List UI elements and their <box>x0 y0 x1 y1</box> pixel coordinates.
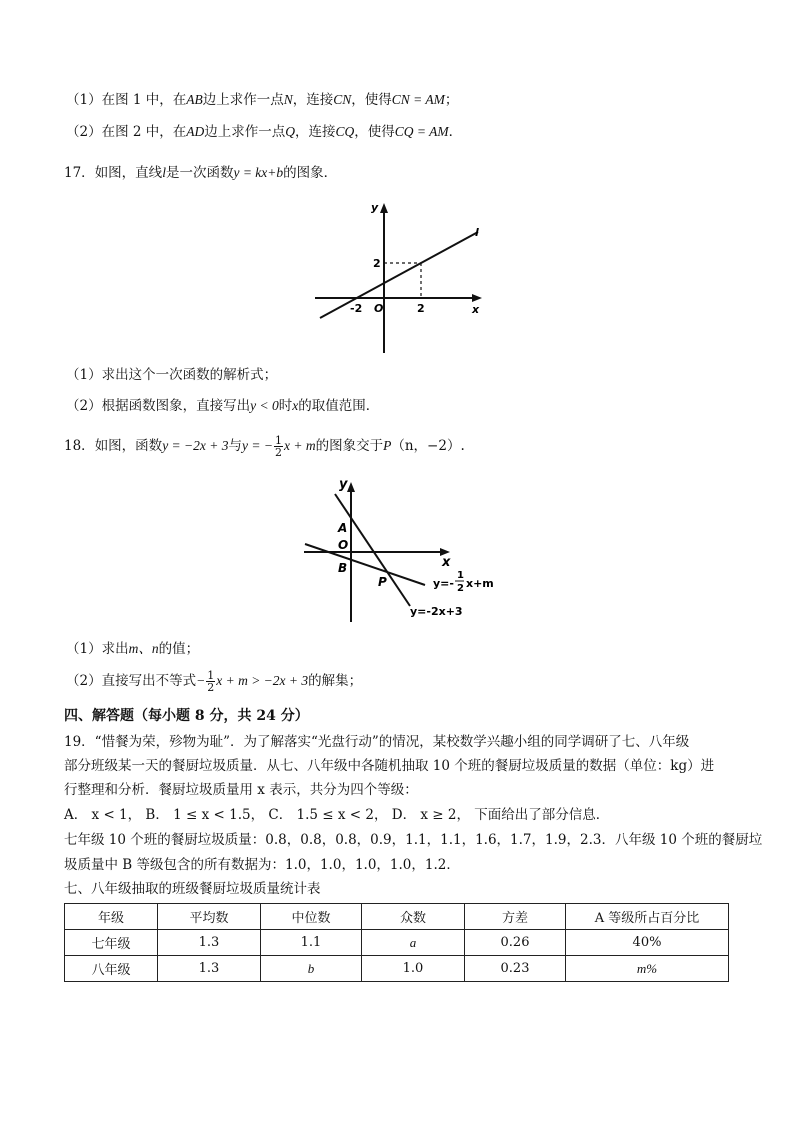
q16-part1: （1）在图 1 中，在AB边上求作一点N，连接CN，使得CN = AM； <box>66 92 459 108</box>
svg-text:y=-: y=- <box>433 577 454 590</box>
table-title: 七、八年级抽取的班级餐厨垃圾质量统计表 <box>64 881 321 897</box>
table-cell: 八年级 <box>65 956 158 982</box>
table-cell: 1.0 <box>362 956 465 982</box>
fraction-one-half: $\frac{1}{2}$ <box>274 434 282 459</box>
svg-text:1: 1 <box>457 570 464 581</box>
svg-text:x+m: x+m <box>466 577 494 590</box>
table-cell: b <box>261 956 362 982</box>
section-heading: 四、解答题（每小题 8 分，共 24 分） <box>64 708 309 724</box>
table-row <box>65 930 729 956</box>
y-tick-2: 2 <box>373 257 381 270</box>
line-y-neg-half-x-plus-m <box>305 544 425 585</box>
x-axis-arrow-icon <box>472 294 482 302</box>
line-label: l <box>475 226 479 239</box>
q16-part2: （2）在图 2 中，在AD边上求作一点Q，连接CQ，使得CQ = AM． <box>66 124 463 140</box>
fraction-one-half: $\frac{1}{2}$ <box>207 669 215 694</box>
q17-graph <box>300 195 500 360</box>
table-row <box>65 956 729 982</box>
origin-label: O <box>338 538 349 552</box>
q19-line3: 行整理和分析．餐厨垃圾质量用 x 表示，共分为四个等级： <box>64 782 418 798</box>
table-header-cell: 年级 <box>65 904 158 930</box>
q19-line2: 部分班级某一天的餐厨垃圾质量．从七、八年级中各随机抽取 10 个班的餐厨垃圾质量的数据（单位：kg）进 <box>64 758 715 774</box>
line2-label: y=-2x+3 <box>410 605 463 618</box>
x-axis-label: x <box>472 303 480 316</box>
table-cell: 1.1 <box>261 930 362 956</box>
x-tick-2: 2 <box>417 302 425 315</box>
origin-label: O <box>374 302 384 315</box>
point-P-label: P <box>378 575 387 589</box>
table-header-cell: 众数 <box>362 904 465 930</box>
table-cell: 0.23 <box>465 956 566 982</box>
y-axis-label: y <box>371 201 379 214</box>
table-cell: 0.26 <box>465 930 566 956</box>
table-cell: a <box>362 930 465 956</box>
q19-line6: 圾质量中 B 等级包含的所有数据为：1.0，1.0，1.0，1.0，1.2． <box>64 857 460 873</box>
q19-line1: 19．“惜餐为荣，殄物为耻”．为了解落实“光盘行动”的情况，某校数学兴趣小组的同学调研了七、八年级 <box>64 734 690 750</box>
q19-line4: A． x < 1， B． 1 ≤ x < 1.5， C． 1.5 ≤ x < 2， D． x ≥ 2， 下面给出了部分信息． <box>64 807 610 823</box>
q17-stem: 17．如图，直线l是一次函数y = kx+b的图象． <box>64 165 338 181</box>
q19-line5: 七年级 10 个班的餐厨垃圾质量：0.8，0.8，0.8，0.9，1.1，1.1，1.6，1.7，1.9，2.3．八年级 10 个班的餐厨垃 <box>64 832 763 848</box>
svg-text:2: 2 <box>457 583 464 594</box>
table-cell: 40% <box>566 930 729 956</box>
table-cell: 1.3 <box>158 956 261 982</box>
table-header-cell: 中位数 <box>261 904 362 930</box>
q18-part2: （2）直接写出不等式− $\frac{1}{2}$ x + m > −2x + 3的解集； <box>66 669 363 694</box>
q18-stem: 18．如图，函数y = −2x + 3与y = − $\frac{1}{2}$ x + m的图象交于P（n，−2）. <box>64 434 465 459</box>
x-tick-neg2: -2 <box>350 302 363 315</box>
point-B-label: B <box>338 561 348 575</box>
q17-part1: （1）求出这个一次函数的解析式； <box>66 367 278 383</box>
table-cell: m% <box>566 956 729 982</box>
table-header-cell: A 等级所占百分比 <box>566 904 729 930</box>
q18-part1: （1）求出m、n的值； <box>66 641 200 657</box>
q18-graph <box>300 474 515 629</box>
table-cell: 1.3 <box>158 930 261 956</box>
x-axis-label: x <box>442 555 451 570</box>
table-header-cell: 方差 <box>465 904 566 930</box>
line-l <box>320 232 478 318</box>
stats-table <box>64 903 729 982</box>
table-header-row <box>65 904 729 930</box>
q17-part2: （2）根据函数图象，直接写出y < 0时x的取值范围． <box>66 398 380 414</box>
table-cell: 七年级 <box>65 930 158 956</box>
y-axis-label: y <box>339 477 348 492</box>
y-axis-arrow-icon <box>380 203 388 213</box>
line1-label <box>433 570 494 594</box>
point-A-label: A <box>338 521 348 535</box>
y-axis-arrow-icon <box>347 482 355 492</box>
table-header-cell: 平均数 <box>158 904 261 930</box>
